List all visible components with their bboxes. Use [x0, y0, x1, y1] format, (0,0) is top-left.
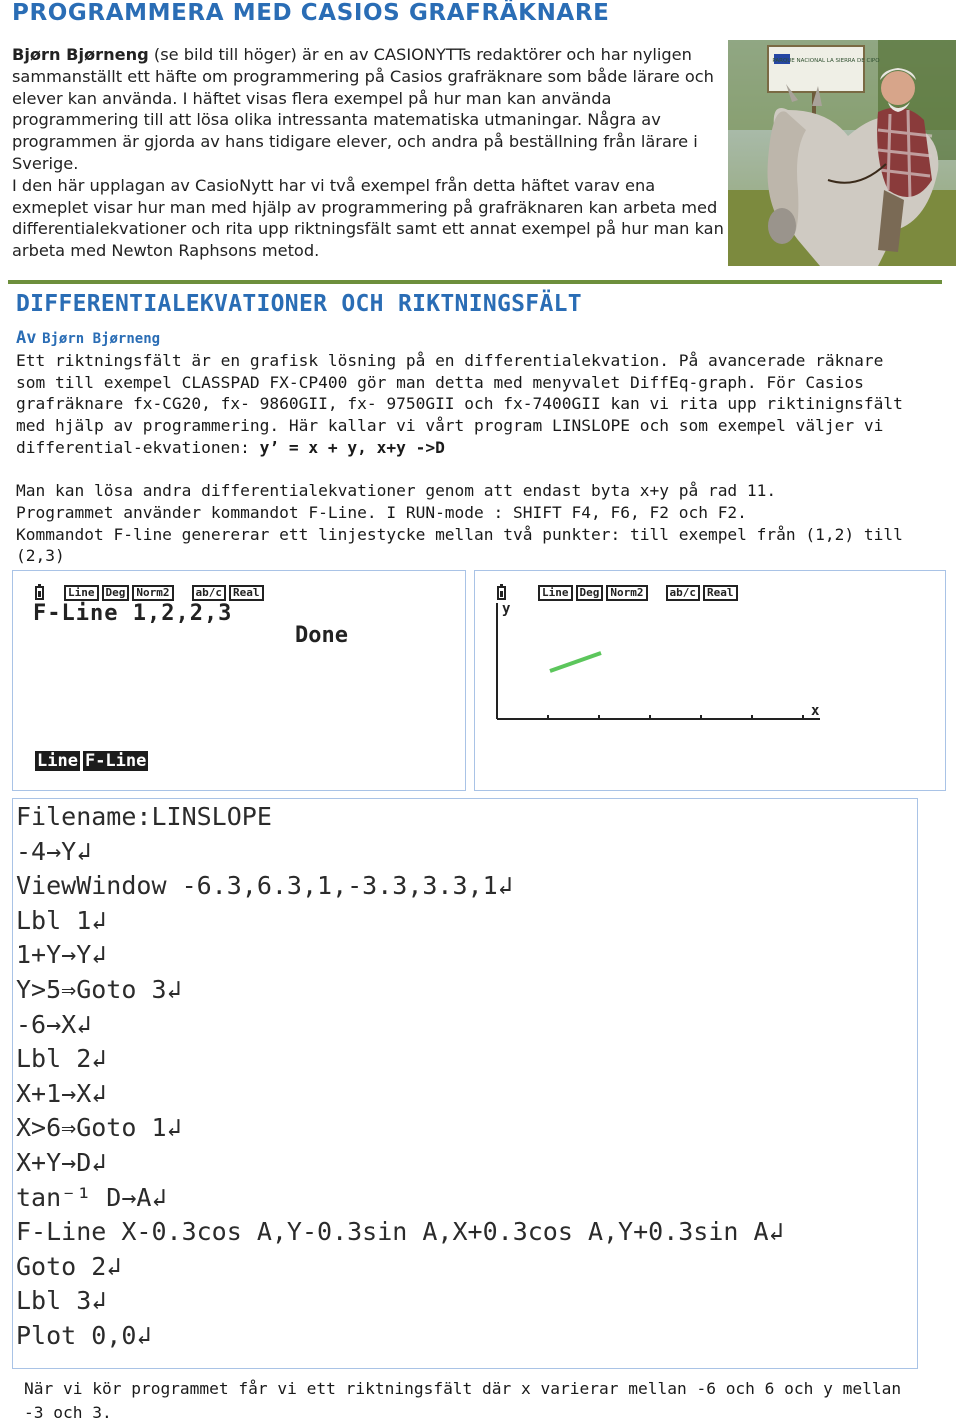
section-p2-line-1: Man kan lösa andra differentialekvationer genom att endast byta x+y på rad 11. — [16, 481, 777, 501]
status-deg: Deg — [102, 585, 130, 601]
x-axis-label: x — [811, 703, 820, 719]
author-name: Bjørn Bjørneng — [12, 45, 149, 64]
intro-text — [12, 44, 724, 262]
y-axis-label: y — [502, 601, 511, 617]
page-title: PROGRAMMERA MED CASIOS GRAFRÄKNARE — [12, 0, 610, 26]
status-fraction: ab/c — [192, 585, 227, 601]
section-paragraph-2 — [16, 480, 916, 567]
program-line: Lbl 2↲ — [16, 1044, 107, 1074]
intro-paragraph-2: I den här upplagan av CasioNytt har vi två exempel från detta häftet varav ena exmeplet visar hur man med hjälp av programmering på grafräknaren kan arbeta med differentialekvationer och rita upp riktningsfält samt ett annat exempel på hur man kan arbeta med Newton Raphsons metod. — [12, 175, 724, 261]
menu-line[interactable]: Line — [37, 751, 78, 771]
graph-area — [475, 571, 945, 790]
status-line: Line — [64, 585, 99, 601]
section-body — [16, 350, 916, 567]
status-line: Line — [538, 585, 573, 601]
status-fraction: ab/c — [666, 585, 701, 601]
calculator-screen-run — [12, 570, 466, 791]
svg-text:PARQUE NACIONAL LA SIERRA DE C: PARQUE NACIONAL LA SIERRA DE CIPO — [772, 58, 880, 64]
section-p2-line-2: Programmet använder kommandot F-Line. I RUN-mode : SHIFT F4, F6, F2 och F2. — [16, 502, 747, 522]
program-line: Lbl 3↲ — [16, 1286, 107, 1316]
status-real: Real — [229, 585, 264, 601]
program-line: X+Y→D↲ — [16, 1147, 107, 1177]
program-line: F-Line X-0.3cos A,Y-0.3sin A,X+0.3cos A,Y+0.3sin A↲ — [16, 1217, 784, 1247]
section-title: DIFFERENTIALEKVATIONER OCH RIKTNINGSFÄLT — [16, 291, 582, 317]
battery-icon — [35, 586, 44, 600]
byline-author: Bjørn Bjørneng — [42, 331, 161, 347]
status-norm2: Norm2 — [606, 585, 647, 601]
program-line: ViewWindow -6.3,6.3,1,-3.3,3.3,1↲ — [16, 871, 513, 901]
program-line: X>6⇒Goto 1↲ — [16, 1113, 182, 1143]
program-code — [16, 800, 784, 1354]
program-line: Plot 0,0↲ — [16, 1320, 152, 1350]
author-photo — [728, 40, 956, 266]
section-p2-line-3: Kommandot F-line genererar ett linjestycke mellan två punkter: till exempel från (1,2) till (2,3) — [16, 524, 903, 566]
status-real: Real — [703, 585, 738, 601]
function-menu — [35, 751, 148, 771]
status-norm2: Norm2 — [132, 585, 173, 601]
program-line: tan⁻¹ D→A↲ — [16, 1182, 167, 1212]
intro-paragraph-1 — [12, 44, 724, 175]
byline-prefix: Av — [16, 328, 37, 348]
program-line: Filename:LINSLOPE — [16, 802, 272, 831]
section-paragraph-1 — [16, 350, 916, 459]
menu-f-line[interactable]: F-Line — [84, 751, 147, 771]
program-line: 1+Y→Y↲ — [16, 940, 107, 970]
f-line-segment — [550, 653, 601, 671]
program-line: Goto 2↲ — [16, 1251, 122, 1281]
closing-text: När vi kör programmet får vi ett riktningsfält där x varierar mellan -6 och 6 och y mellan -3 och 3. — [24, 1379, 902, 1422]
park-sign — [768, 46, 864, 92]
status-deg: Deg — [576, 585, 604, 601]
author-on-horse-image — [728, 40, 956, 266]
program-line: -4→Y↲ — [16, 836, 92, 866]
program-line: X+1→X↲ — [16, 1078, 107, 1108]
section-p1-text: Ett riktningsfält är en grafisk lösning på en differentialekvation. På avancerade räknare som till exempel CLASSPAD FX-CP400 gör man detta med menyvalet DiffEq-graph. För Casios grafräknare fx-CG20, fx- 9860GII, fx- 9750GII och fx-7400GII kan vi rita upp riktinignsfält med hjälp av programmering. Här kallar vi vårt program LINSLOPE och som exempel väljer vi differential-ekvationen: — [16, 351, 903, 457]
program-line: Y>5⇒Goto 3↲ — [16, 974, 182, 1004]
byline — [16, 328, 160, 348]
face — [881, 71, 915, 105]
program-line: Lbl 1↲ — [16, 905, 107, 935]
status-bar — [35, 585, 264, 601]
differential-equation: y’ = x + y, x+y ->D — [259, 437, 445, 457]
run-result: Done — [295, 623, 348, 648]
section-divider — [8, 280, 942, 284]
intro-p1-text: (se bild till höger) är en av CASIONYTTs redaktörer och har nyligen sammanställt ett häfte om programmering på Casios grafräknare som både lärare och elever kan använda. I häftet visas flera exempel på hur man kan använda programmering till att lösa olika intressanta matematiska utmaningar. Några av programmen är gjorda av hans tidigare elever, och andra på beställning från lärare i Sverige. — [12, 45, 714, 173]
calculator-screen-graph — [474, 570, 946, 791]
program-line: -6→X↲ — [16, 1009, 92, 1039]
run-command: F-Line 1,2,2,3 — [33, 601, 233, 626]
